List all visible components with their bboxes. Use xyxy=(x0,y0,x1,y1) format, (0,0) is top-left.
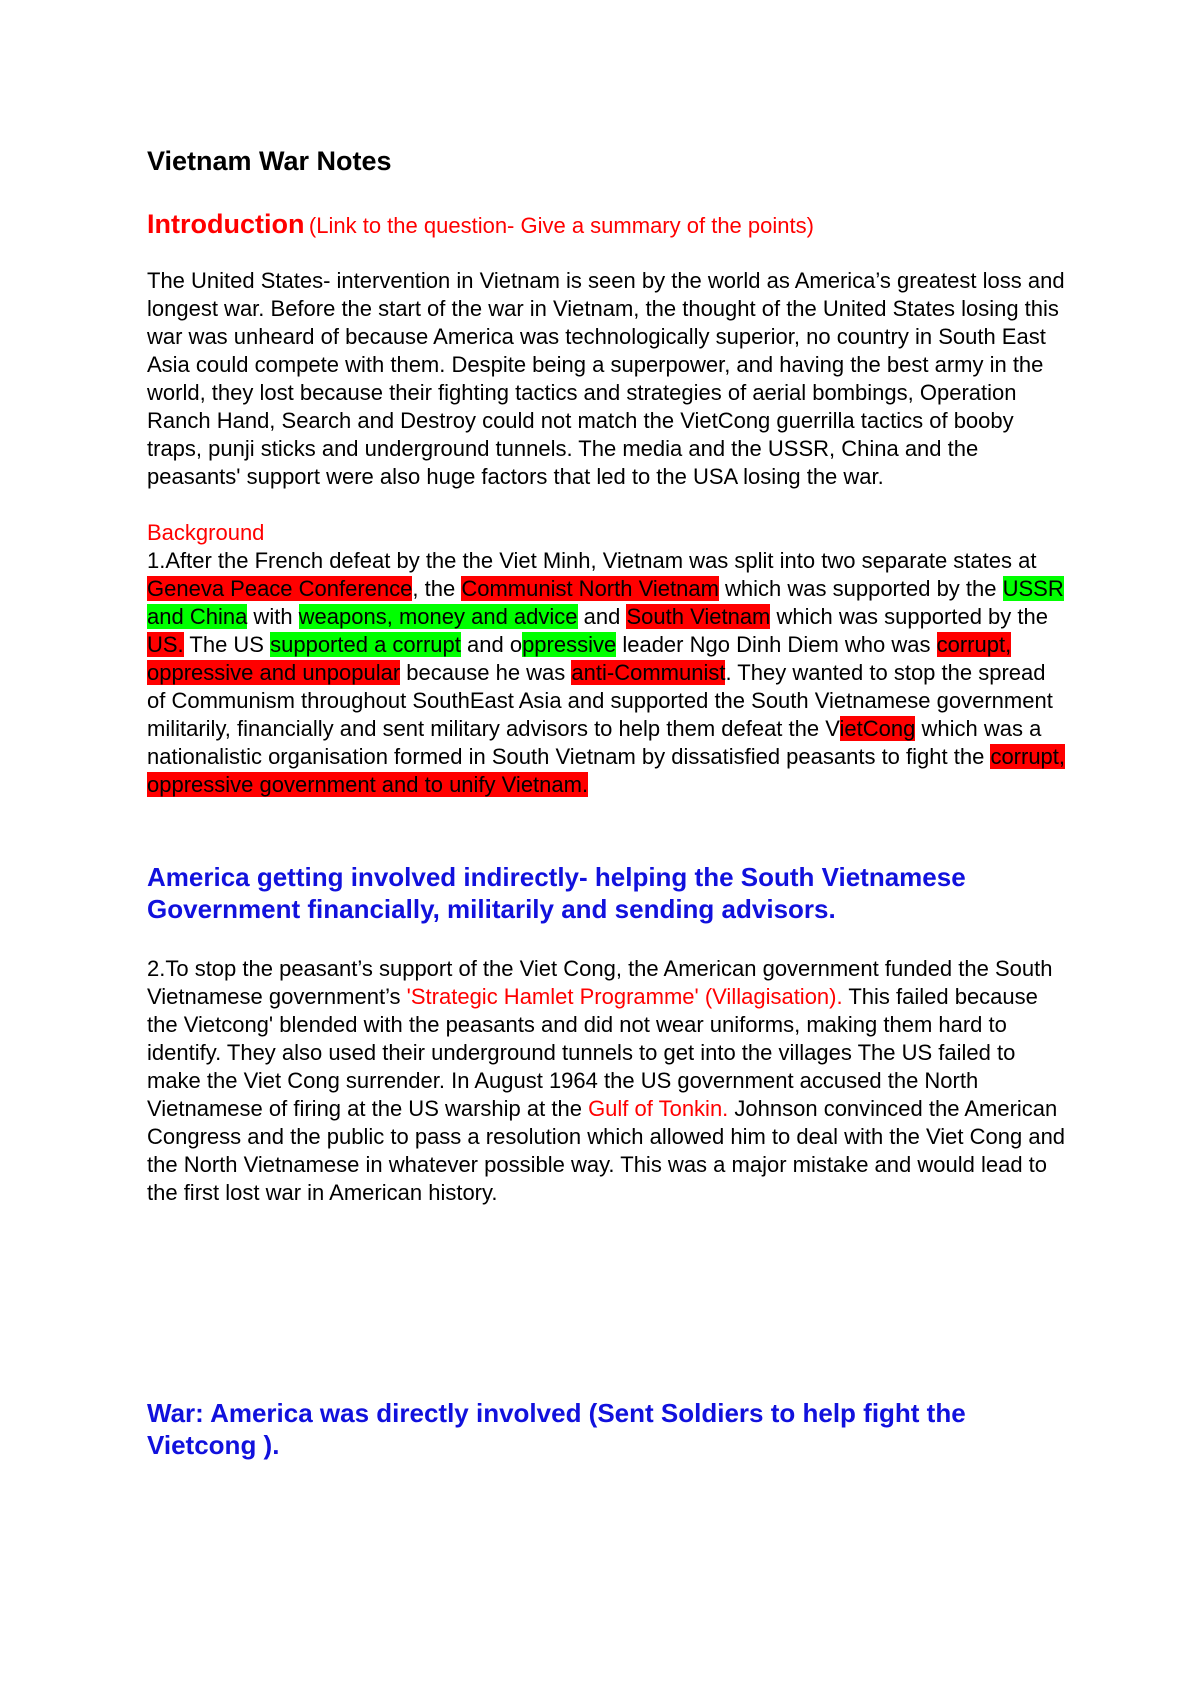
intro-heading xyxy=(147,204,1067,249)
document-title: Vietnam War Notes xyxy=(147,146,392,176)
background-text: with xyxy=(247,604,299,629)
background-text: which was supported by the xyxy=(770,604,1048,629)
highlight-red: Geneva Peace Conference xyxy=(147,576,413,601)
highlight-red: ietCong xyxy=(839,716,916,741)
highlight-red: anti-Communist xyxy=(571,660,726,685)
highlight-red: Communist North Vietnam xyxy=(461,576,719,601)
intro-heading-note: (Link to the question- Give a summary of the points) xyxy=(308,213,814,238)
background-text: 1.After the French defeat by the the Viet Minh, Vietnam was split into two separate states at xyxy=(147,548,1037,573)
document-page xyxy=(147,140,1067,1461)
background-text: and o xyxy=(460,632,523,657)
section-war-heading: War: America was directly involved (Sent Soldiers to help fight the Vietcong ). xyxy=(147,1398,966,1460)
intro-heading-label: Introduction xyxy=(147,209,305,239)
background-text: and xyxy=(577,604,627,629)
section-indirect-text: 2.To stop the peasant’s support of the Viet Cong, the American government funded the South Vietnamese government’s xyxy=(147,956,1053,1009)
highlight-green: supported a corrupt xyxy=(270,632,461,657)
background-text: The US xyxy=(183,632,271,657)
background-text: which was supported by the xyxy=(718,576,1003,601)
highlight-red: US. xyxy=(147,632,184,657)
highlight-green: USSR and China xyxy=(147,576,1064,629)
highlight-green: ppressive xyxy=(522,632,617,657)
section-indirect-paragraph xyxy=(147,955,1067,1207)
background-text: leader Ngo Dinh Diem who was xyxy=(616,632,937,657)
section-indirect-red-text: Gulf of Tonkin. xyxy=(588,1096,729,1121)
highlight-red: corrupt, oppressive government and to unify Vietnam. xyxy=(147,744,1066,797)
background-paragraph xyxy=(147,547,1067,799)
background-text: because he was xyxy=(400,660,572,685)
background-text: . They wanted to stop the spread of Communism throughout SouthEast Asia and supported the South Vietnamese government militarily, financially and sent military advisors to help them defeat the V xyxy=(147,660,1053,741)
section-indirect-text: Johnson convinced the American Congress and the public to pass a resolution which allowed him to deal with the Viet Cong and the North Vietnamese in whatever possible way. This was a major mistake and would lead to the first lost war in American history. xyxy=(147,1096,1066,1205)
highlight-red: South Vietnam xyxy=(626,604,771,629)
section-indirect-red-text: 'Strategic Hamlet Programme' (Villagisation). xyxy=(406,984,843,1009)
section-indirect-heading: America getting involved indirectly- helping the South Vietnamese Government financially, militarily and sending advisors. xyxy=(147,862,966,924)
intro-paragraph: The United States- intervention in Vietnam is seen by the world as America’s greatest loss and longest war. Before the start of the war in Vietnam, the thought of the United States losing this war was unheard of because America was technologically superior, no country in South East Asia could compete with them. Despite being a superpower, and having the best army in the world, they lost because their fighting tactics and strategies of aerial bombings, Operation Ranch Hand, Search and Destroy could not match the VietCong guerrilla tactics of booby traps, punji sticks and underground tunnels. The media and the USSR, China and the peasants' support were also huge factors that led to the USA losing the war. xyxy=(147,268,1065,489)
background-text: which was a nationalistic organisation formed in South Vietnam by dissatisfied peasants to fight the xyxy=(147,716,1042,769)
background-text: , the xyxy=(412,576,462,601)
background-heading: Background xyxy=(147,520,265,545)
highlight-green: weapons, money and advice xyxy=(298,604,578,629)
highlight-red: corrupt, oppressive and unpopular xyxy=(147,632,1012,685)
section-indirect-text: This failed because the Vietcong' blended with the peasants and did not wear uniforms, making them hard to identify. They also used their underground tunnels to get into the villages The US failed to make the Viet Cong surrender. In August 1964 the US government accused the North Vietnamese of firing at the US warship at the xyxy=(147,984,1038,1121)
